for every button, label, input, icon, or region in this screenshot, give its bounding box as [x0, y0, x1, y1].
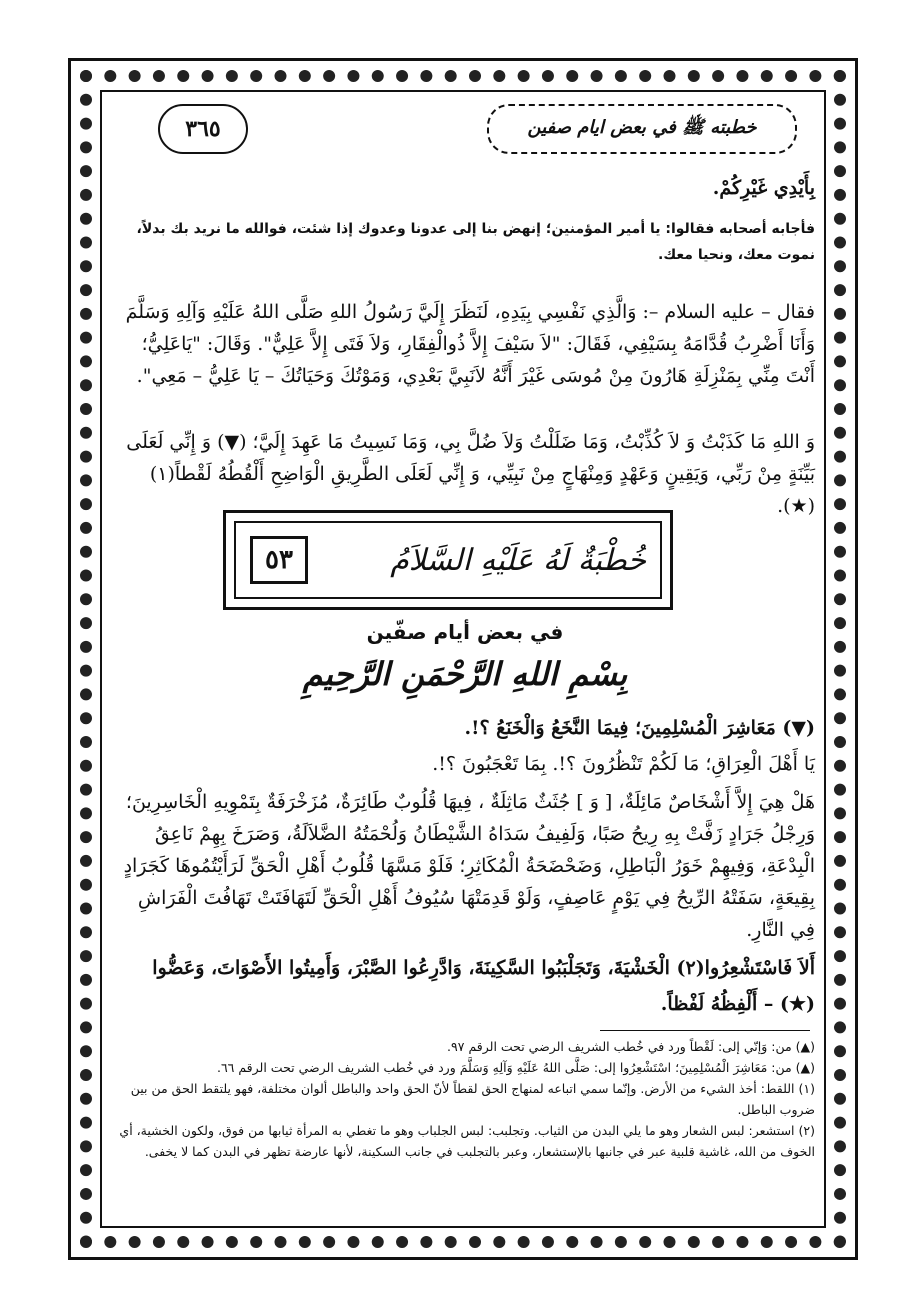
sermon-heading-banner — [223, 510, 673, 610]
footnotes — [115, 1036, 815, 1162]
quote-paragraph-2 — [115, 426, 815, 522]
footnote-1: (▲) من: وَإنّي إلى: لَقْطاً ورد في خُطب الشريف الرضي تحت الرقم ٩٧. — [447, 1039, 815, 1054]
sermon-line-1: (▼) مَعَاشِرَ الْمُسْلِمِينَ؛ فِيمَا النَّخَعُ وَالْخَنَعُ ؟!. — [464, 717, 815, 739]
sermon-subtitle: في بعض أيام صفّين — [366, 620, 564, 644]
sermon-heading-inner — [234, 521, 662, 599]
footnote-3: (١) اللقط: أخذ الشيء من الأرض. وإنّما سمي اتباعه لمنهاج الحق لقطاً لأنّ الحق واحد والباطل ألوان مختلفة، فهو يلتقط الحق من بين ضروب الباطل. — [130, 1081, 815, 1117]
running-header-title: خطبته ﷺ في بعض ايام صفين — [527, 117, 757, 138]
page-number — [158, 104, 248, 154]
sermon-body — [115, 712, 815, 1020]
quote-paragraph-1-text: فقال – عليه السلام –: وَالَّذِي نَفْسِي بِيَدِهِ، لَنَظَرَ إِلَيَّ رَسُولُ اللهِ صَلَّى اللهُ عَلَيْهِ وَآلِهِ وَسَلَّمَ وَأَنَا أَضْرِبُ قُدَّامَهُ بِسَيْفِي، فَقَالَ: "لاَ سَيْفَ إِلاَّ ذُوالْفِقَارِ، وَلاَ فَتَى إِلاَّ عَلِيٌّ". وَقَالَ: "يَاعَلِيُّ؛ أَنْتَ مِنِّي بِمَنْزِلَةِ هَارُونَ مِنْ مُوسَى غَيْرَ أَنَّهُ لاَنَبِيَّ بَعْدِي، وَمَوْتُكَ وَحَيَاتُكَ – يَا عَلِيُّ – مَعِي". — [125, 301, 815, 387]
quote-paragraph-1 — [115, 296, 815, 392]
narration-text: فأجابه أصحابه فقالوا: يا أمير المؤمنين؛ إنهض بنا إلى عدونا وعدوك إذا شئت، فوالله ما نريد بك بدلاً، نموت معك، ونحيا معك. — [136, 221, 815, 263]
quote-paragraph-2-text: وَ اللهِ مَا كَذَبْتُ وَ لاَ كُذِّبْتُ، وَمَا ضَلَلْتُ وَلاَ ضُلَّ بِي، وَمَا نَسِيتُ مَا عَهِدَ إِلَيَّ؛ (▼) وَ إِنِّي لَعَلَى بَيِّنَةٍ مِنْ رَبِّي، وَيَقِينٍ وَعَهْدٍ وَمِنْهَاجٍ مِنْ نَبِيِّي، وَ إِنِّي لَعَلَى الطَّرِيقِ الْوَاضِحِ أَلْقُطُهُ لَقْطاً(١) (★). — [126, 431, 815, 517]
page-number-value: ٣٦٥ — [185, 116, 221, 142]
sermon-paragraph-3: (★) – أَلْفِظُهُ لَفْظاً. — [660, 993, 815, 1015]
sermon-paragraph-2: أَلاَ فَاسْتَشْعِرُوا(٢) الْخَشْيَةَ، وَتَجَلْبَبُوا السَّكِينَةَ، وَادَّرِعُوا الصَّبْرَ، وَأَمِيتُوا الأَصْوَاتَ، وَعَضُّوا — [152, 957, 815, 979]
continuation-text — [115, 172, 815, 204]
sermon-number: ٥٣ — [250, 536, 308, 584]
narration-paragraph — [115, 216, 815, 268]
running-header — [487, 104, 797, 154]
continuation-line: بِأَيْدِي غَيْرِكُمْ. — [712, 177, 815, 199]
footnote-divider — [600, 1030, 810, 1031]
sermon-line-2: يَا أَهْلَ الْعِرَاقِ؛ مَا لَكُمْ تَنْظُرُونَ ؟!. بِمَا تَعْجَبُونَ ؟!. — [432, 753, 815, 775]
footnote-4: (٢) استشعر: لبس الشعار وهو ما يلي البدن من الثياب. وتجلبب: لبس الجلباب وهو ما تغطي به المرأة ثيابها من فوق، ولكون الخشية، أي الخوف من الله، غاشية قلبية عبر في جانبها بالإستشعار، وعبر بالتجلبب في جانب السكينة، لأنها عارضة تظهر في البدن كما لا يخفى. — [119, 1123, 815, 1159]
basmala-calligraphy: بِسْمِ اللهِ الرَّحْمَنِ الرَّحِيمِ — [302, 655, 628, 693]
sermon-title: خُطْبَةٌ لَهُ عَلَيْهِ السَّلاَمُ — [390, 542, 646, 578]
sermon-paragraph-1: هَلْ هِيَ إِلاَّ أَشْخَاصٌ مَائِلَةٌ، [ وَ ] جُثَثٌ مَاثِلَةٌ ، فِيهَا قُلُوبٌ طَائِرَةٌ، مُزَخْرَفَةٌ بِتَمْوِيهِ الْخَاسِرِينَ؛ وَرِجْلُ جَرَادٍ زَفَّتْ بِهِ رِيحُ صَبًا، وَلَفِيفُ سَدَاهُ الشَّيْطَانُ وَلُحْمَتُهُ الضَّلاَلَةُ، وَصَرَخَ بِهِمْ نَاعِقُ الْبِدْعَةِ، وَفِيهِمْ خَوَرُ الْبَاطِلِ، وَضَحْضَحَةُ الْمُكَاثِرِ؛ فَلَوْ مَسَّهَا قُلُوبُ أَهْلِ الْحَقِّ لَرَأَيْتُمُوهَا كَجَرَادٍ بِقِيعَةٍ، سَفَتْهُ الرِّيحُ فِي يَوْمٍ عَاصِفٍ، وَلَوْ قَدِمَتْهَا سُيُوفُ أَهْلِ الْحَقِّ لَتَهَافَتَتْ تَهَافُتَ الْفَرَاشِ فِي النَّارِ. — [123, 791, 815, 941]
footnote-2: (▲) من: مَعَاشِرَ الْمُسْلِمِينَ؛ اسْتَشْعِرُوا إلى: صَلَّى اللهُ عَلَيْهِ وَآلِهِ وَسَلَّمَ ورد في خُطب الشريف الرضي تحت الرقم ٦٦. — [216, 1060, 815, 1075]
